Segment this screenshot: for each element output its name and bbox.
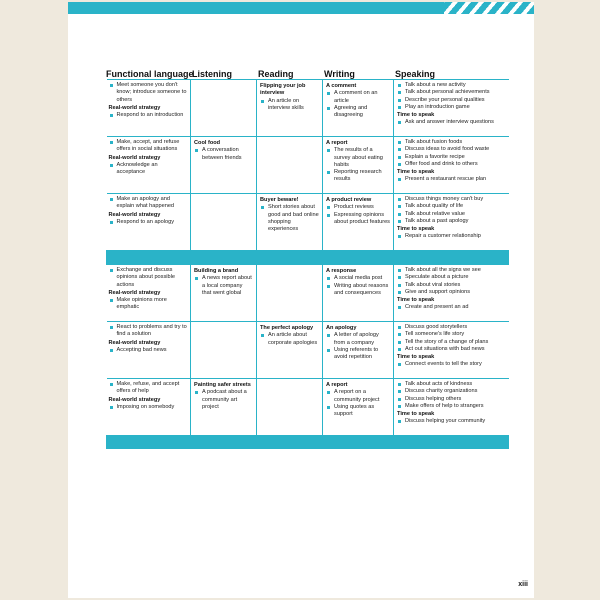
bullet-item: Tell someone's life story (397, 331, 506, 338)
cell-functional (107, 80, 191, 137)
bullet-list (397, 267, 506, 296)
bullet-item: Present a restaurant rescue plan (397, 176, 506, 183)
bullet-item: A comment on an article (326, 90, 390, 105)
header-listening: Listening (192, 69, 232, 79)
cell-writing (323, 80, 394, 137)
top-stripe-pattern (444, 2, 534, 14)
bullet-item: Play an introduction game (397, 104, 506, 111)
bullet-list (109, 196, 188, 211)
bullet-list (194, 275, 253, 297)
cell-writing (323, 137, 394, 194)
writing-title: An apology (326, 325, 357, 331)
bullet-item: Repair a customer relationship (397, 233, 506, 240)
bullet-item: Make, refuse, and accept offers of help (109, 381, 188, 396)
cell-speaking (394, 80, 509, 137)
bullet-list (397, 361, 506, 368)
cell-listening (191, 137, 257, 194)
bullet-item: Discuss things money can't buy (397, 196, 506, 203)
bullet-list (326, 204, 390, 226)
bullet-item: Short stories about good and bad online shopping experiences (260, 204, 319, 233)
bullet-list (397, 381, 506, 410)
table-row (107, 137, 509, 194)
bullet-list (397, 233, 506, 240)
bullet-item: Tell the story of a change of plans (397, 339, 506, 346)
cell-listening (191, 322, 257, 379)
cell-speaking (394, 379, 509, 436)
bullet-item: Ask and answer interview questions (397, 119, 506, 126)
bullet-item: Meet someone you don't know; introduce someone to others (109, 82, 188, 104)
bullet-list (326, 275, 390, 297)
cell-reading (257, 379, 323, 436)
bullet-item: A podcast about a community art project (194, 389, 253, 411)
listening-title: Cool food (194, 140, 221, 146)
listening-title: Painting safer streets (194, 382, 251, 388)
bullet-list (109, 347, 188, 354)
writing-title: A response (326, 268, 357, 274)
bullet-item: A conversation between friends (194, 147, 253, 162)
cell-listening (191, 265, 257, 322)
bullet-item: Talk about relative value (397, 211, 506, 218)
bullet-item: Reporting research results (326, 169, 390, 184)
cell-functional (107, 379, 191, 436)
bullet-item: A social media post (326, 275, 390, 282)
bullet-list (397, 119, 506, 126)
cell-reading (257, 80, 323, 137)
bullet-item: Acknowledge an acceptance (109, 162, 188, 177)
bullet-item: Make, accept, and refuse offers in social situations (109, 139, 188, 154)
bullet-item: Discuss charity organizations (397, 388, 506, 395)
cell-writing (323, 194, 394, 251)
cell-functional (107, 137, 191, 194)
cell-speaking (394, 322, 509, 379)
strategy-label: Real-world strategy (108, 154, 161, 161)
bullet-item: Talk about viral stories (397, 282, 506, 289)
bullet-item: Make an apology and explain what happened (109, 196, 188, 211)
bullet-list (109, 324, 188, 339)
header-functional-language: Functional language (106, 69, 194, 79)
cell-reading (257, 194, 323, 251)
time-to-speak-label: Time to speak (397, 112, 435, 119)
strategy-label: Real-world strategy (108, 104, 161, 111)
bullet-item: Product reviews (326, 204, 390, 211)
bullet-item: Make offers of help to strangers (397, 403, 506, 410)
bullet-list (109, 297, 188, 312)
cell-reading (257, 265, 323, 322)
bullet-list (397, 176, 506, 183)
bullet-list (109, 112, 188, 119)
cell-reading (257, 137, 323, 194)
syllabus-table (106, 79, 509, 449)
bullet-item: Expressing opinions about product features (326, 212, 390, 227)
bullet-list (109, 219, 188, 226)
cell-functional (107, 265, 191, 322)
header-speaking: Speaking (395, 69, 436, 79)
cell-speaking (394, 265, 509, 322)
bullet-item: Talk about acts of kindness (397, 381, 506, 388)
cell-functional (107, 194, 191, 251)
bullet-list (260, 204, 319, 233)
reading-title: The perfect apology (260, 325, 314, 331)
bullet-item: Respond to an apology (109, 219, 188, 226)
header-writing: Writing (324, 69, 355, 79)
cell-writing (323, 322, 394, 379)
cell-speaking (394, 137, 509, 194)
bullet-list (397, 324, 506, 353)
time-to-speak-label: Time to speak (397, 169, 435, 176)
bottom-band (107, 436, 509, 449)
bullet-list (109, 82, 188, 104)
bullet-item: Discuss helping others (397, 396, 506, 403)
bullet-item: Talk about personal achievements (397, 89, 506, 96)
bullet-item: An article about corporate apologies (260, 332, 319, 347)
bullet-list (397, 304, 506, 311)
unit-divider-band (107, 251, 509, 265)
strategy-label: Real-world strategy (108, 289, 161, 296)
bullet-item: An article on interview skills (260, 98, 319, 113)
strategy-label: Real-world strategy (108, 211, 161, 218)
bullet-item: A report on a community project (326, 389, 390, 404)
bullet-list (326, 332, 390, 361)
reading-title: Flipping your job interview (260, 83, 306, 97)
bullet-item: Discuss helping your community (397, 418, 506, 425)
book-page (68, 2, 534, 598)
strategy-label: Real-world strategy (108, 339, 161, 346)
cell-speaking (394, 194, 509, 251)
bullet-list (109, 381, 188, 396)
listening-title: Building a brand (194, 268, 239, 274)
time-to-speak-label: Time to speak (397, 226, 435, 233)
table-row (107, 80, 509, 137)
bullet-item: Discuss good storytellers (397, 324, 506, 331)
bullet-item: A news report about a local company that went global (194, 275, 253, 297)
cell-listening (191, 80, 257, 137)
bullet-item: Make opinions more emphatic (109, 297, 188, 312)
cell-writing (323, 379, 394, 436)
table-row (107, 379, 509, 436)
bullet-list (194, 389, 253, 411)
cell-writing (323, 265, 394, 322)
bullet-item: Talk about fusion foods (397, 139, 506, 146)
table-row (107, 322, 509, 379)
reading-title: Buyer beware! (260, 197, 299, 203)
strategy-label: Real-world strategy (108, 396, 161, 403)
bullet-list (326, 90, 390, 119)
bullet-list (109, 267, 188, 289)
bullet-item: Speculate about a picture (397, 274, 506, 281)
bullet-item: The results of a survey about eating habits (326, 147, 390, 169)
bullet-list (109, 139, 188, 154)
bullet-list (326, 147, 390, 183)
bullet-item: Act out situations with bad news (397, 346, 506, 353)
table-row (107, 194, 509, 251)
bullet-item: Accepting bad news (109, 347, 188, 354)
bullet-item: A letter of apology from a company (326, 332, 390, 347)
bullet-item: Connect events to tell the story (397, 361, 506, 368)
bullet-list (194, 147, 253, 162)
bullet-item: Talk about a new activity (397, 82, 506, 89)
writing-title: A comment (326, 83, 357, 89)
bullet-item: Respond to an introduction (109, 112, 188, 119)
bullet-item: Discuss ideas to avoid food waste (397, 146, 506, 153)
time-to-speak-label: Time to speak (397, 297, 435, 304)
time-to-speak-label: Time to speak (397, 354, 435, 361)
bullet-item: Talk about quality of life (397, 203, 506, 210)
bullet-item: Imposing on somebody (109, 404, 188, 411)
bullet-item: Explain a favorite recipe (397, 154, 506, 161)
cell-listening (191, 194, 257, 251)
band-cell (107, 251, 509, 265)
cell-functional (107, 322, 191, 379)
bullet-list (397, 82, 506, 111)
header-reading: Reading (258, 69, 294, 79)
cell-reading (257, 322, 323, 379)
bullet-item: Talk about all the signs we see (397, 267, 506, 274)
bullet-item: Offer food and drink to others (397, 161, 506, 168)
bullet-item: React to problems and try to find a solution (109, 324, 188, 339)
bullet-list (109, 404, 188, 411)
page-number: xiii (518, 581, 528, 588)
bullet-list (260, 332, 319, 347)
bullet-item: Talk about a past apology (397, 218, 506, 225)
bullet-list (326, 389, 390, 418)
bullet-item: Agreeing and disagreeing (326, 105, 390, 120)
bullet-item: Using quotes as support (326, 404, 390, 419)
writing-title: A report (326, 382, 348, 388)
bullet-list (397, 196, 506, 225)
bullet-list (397, 139, 506, 168)
bullet-item: Create and present an ad (397, 304, 506, 311)
table-row (107, 265, 509, 322)
cell-listening (191, 379, 257, 436)
bullet-item: Give and support opinions (397, 289, 506, 296)
band-cell (107, 436, 509, 449)
bullet-item: Exchange and discuss opinions about possible actions (109, 267, 188, 289)
time-to-speak-label: Time to speak (397, 411, 435, 418)
bullet-item: Writing about reasons and consequences (326, 283, 390, 298)
bullet-list (260, 98, 319, 113)
bullet-list (397, 418, 506, 425)
bullet-item: Describe your personal qualities (397, 97, 506, 104)
bullet-item: Using referents to avoid repetition (326, 347, 390, 362)
bullet-list (109, 162, 188, 177)
writing-title: A report (326, 140, 348, 146)
writing-title: A product review (326, 197, 372, 203)
